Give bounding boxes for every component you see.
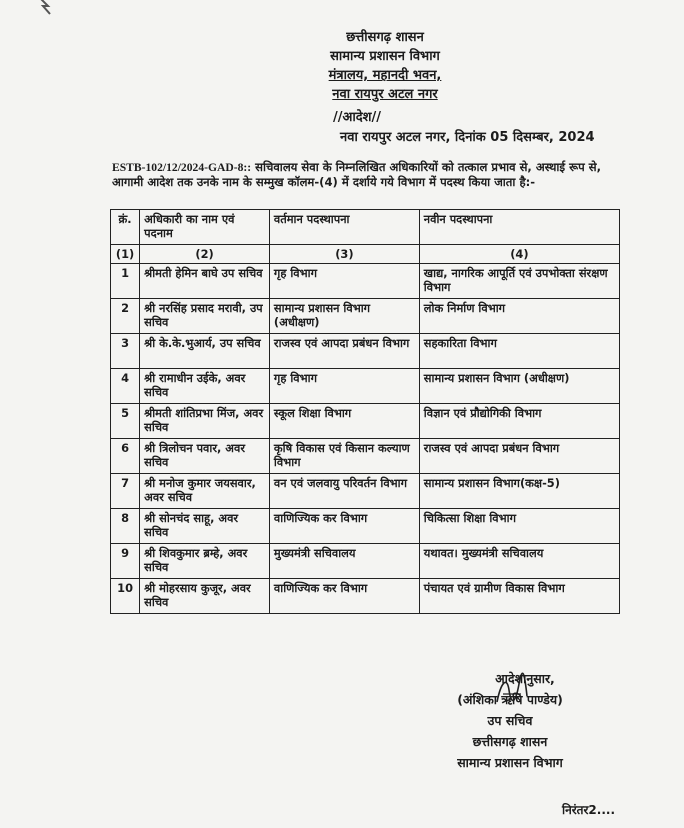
row-name: श्री नरसिंह प्रसाद मरावी, उप सचिव <box>140 299 270 334</box>
row-new: पंचायत एवं ग्रामीण विकास विभाग <box>419 579 619 614</box>
column-number-row <box>111 245 620 264</box>
row-current: मुख्यमंत्री सचिवालय <box>269 544 419 579</box>
row-new: विज्ञान एवं प्रौद्योगिकी विभाग <box>419 404 619 439</box>
table-row <box>111 439 620 474</box>
table-row <box>111 509 620 544</box>
header-no: क्रं. <box>111 210 140 245</box>
row-no: 7 <box>111 474 140 509</box>
row-current: गृह विभाग <box>269 369 419 404</box>
row-current: वन एवं जलवायु परिवर्तन विभाग <box>269 474 419 509</box>
table-row <box>111 299 620 334</box>
order-code: ESTB-102/12/2024-GAD-8:: <box>112 161 252 174</box>
row-new: यथावत। मुख्यमंत्री सचिवालय <box>419 544 619 579</box>
row-name: श्री त्रिलोचन पवार, अवर सचिव <box>140 439 270 474</box>
row-current: राजस्व एवं आपदा प्रबंधन विभाग <box>269 334 419 369</box>
table-row <box>111 334 620 369</box>
row-no: 9 <box>111 544 140 579</box>
signature-line-3: छत्तीसगढ़ शासन <box>472 734 548 749</box>
row-current: वाणिज्यिक कर विभाग <box>269 579 419 614</box>
order-title: //आदेश// <box>333 110 382 125</box>
row-name: श्री मनोज कुमार जयसवार, अवर सचिव <box>140 474 270 509</box>
row-new: सामान्य प्रशासन विभाग(कक्ष-5) <box>419 474 619 509</box>
letterhead-line-4: नवा रायपुर अटल नगर <box>332 87 438 102</box>
header-current: वर्तमान पदस्थापना <box>269 210 419 245</box>
row-name: श्री सोनचंद साहू, अवर सचिव <box>140 509 270 544</box>
corner-arrow-icon <box>34 0 56 16</box>
row-new: खाद्य, नागरिक आपूर्ति एवं उपभोक्ता संरक्षण विभाग <box>419 264 619 299</box>
row-name: श्री के.के.भुआर्य, उप सचिव <box>140 334 270 369</box>
table-row <box>111 369 620 404</box>
row-new: सहकारिता विभाग <box>419 334 619 369</box>
signature-block <box>400 668 620 773</box>
order-text: सचिवालय सेवा के निम्नलिखित अधिकारियों को तत्काल प्रभाव से, अस्थाई रूप से, आगामी आदेश तक उनके नाम के सम्मुख कॉलम-(4) में दर्शाये गये विभाग में पदस्थ किया जाता है:- <box>112 160 602 189</box>
row-current: कृषि विकास एवं किसान कल्याण विभाग <box>269 439 419 474</box>
posting-table <box>110 209 620 614</box>
row-no: 3 <box>111 334 140 369</box>
signature-line-0: आदेशानुसार, <box>495 671 555 686</box>
row-current: वाणिज्यिक कर विभाग <box>269 509 419 544</box>
signature-line-1: (अंशिका ऋषि पाण्डेय) <box>457 692 563 707</box>
colnum-2: (2) <box>140 245 270 264</box>
row-no: 1 <box>111 264 140 299</box>
header-new: नवीन पदस्थापना <box>419 210 619 245</box>
row-no: 6 <box>111 439 140 474</box>
row-new: सामान्य प्रशासन विभाग (अधीक्षण) <box>419 369 619 404</box>
table-row <box>111 404 620 439</box>
row-no: 10 <box>111 579 140 614</box>
row-name: श्रीमती हेमिन बाघे उप सचिव <box>140 264 270 299</box>
date-line: नवा रायपुर अटल नगर, दिनांक 05 दिसम्बर, 2024 <box>340 130 595 145</box>
row-new: लोक निर्माण विभाग <box>419 299 619 334</box>
row-no: 8 <box>111 509 140 544</box>
row-name: श्रीमती शांतिप्रभा मिंज, अवर सचिव <box>140 404 270 439</box>
letterhead-line-2: सामान्य प्रशासन विभाग <box>330 49 440 64</box>
row-no: 4 <box>111 369 140 404</box>
letterhead-line-1: छत्तीसगढ़ शासन <box>346 30 424 45</box>
table-row <box>111 474 620 509</box>
signature-line-2: उप सचिव <box>487 713 533 728</box>
colnum-3: (3) <box>269 245 419 264</box>
colnum-4: (4) <box>419 245 619 264</box>
header-name: अधिकारी का नाम एवं पदनाम <box>140 210 270 245</box>
row-current: गृह विभाग <box>269 264 419 299</box>
order-paragraph <box>112 160 620 190</box>
signature-line-4: सामान्य प्रशासन विभाग <box>457 755 563 770</box>
row-no: 5 <box>111 404 140 439</box>
row-name: श्री शिवकुमार ब्रम्हे, अवर सचिव <box>140 544 270 579</box>
row-current: सामान्य प्रशासन विभाग (अधीक्षण) <box>269 299 419 334</box>
row-no: 2 <box>111 299 140 334</box>
table-row <box>111 579 620 614</box>
row-name: श्री रामाधीन उईके, अवर सचिव <box>140 369 270 404</box>
row-name: श्री मोहरसाय कुजूर, अवर सचिव <box>140 579 270 614</box>
table-header-row <box>111 210 620 245</box>
colnum-1: (1) <box>111 245 140 264</box>
continued-note: निरंतर2.... <box>562 803 616 817</box>
row-new: राजस्व एवं आपदा प्रबंधन विभाग <box>419 439 619 474</box>
letterhead <box>300 28 470 104</box>
table-row <box>111 264 620 299</box>
row-current: स्कूल शिक्षा विभाग <box>269 404 419 439</box>
table-row <box>111 544 620 579</box>
row-new: चिकित्सा शिक्षा विभाग <box>419 509 619 544</box>
letterhead-line-3: मंत्रालय, महानदी भवन, <box>328 68 442 83</box>
